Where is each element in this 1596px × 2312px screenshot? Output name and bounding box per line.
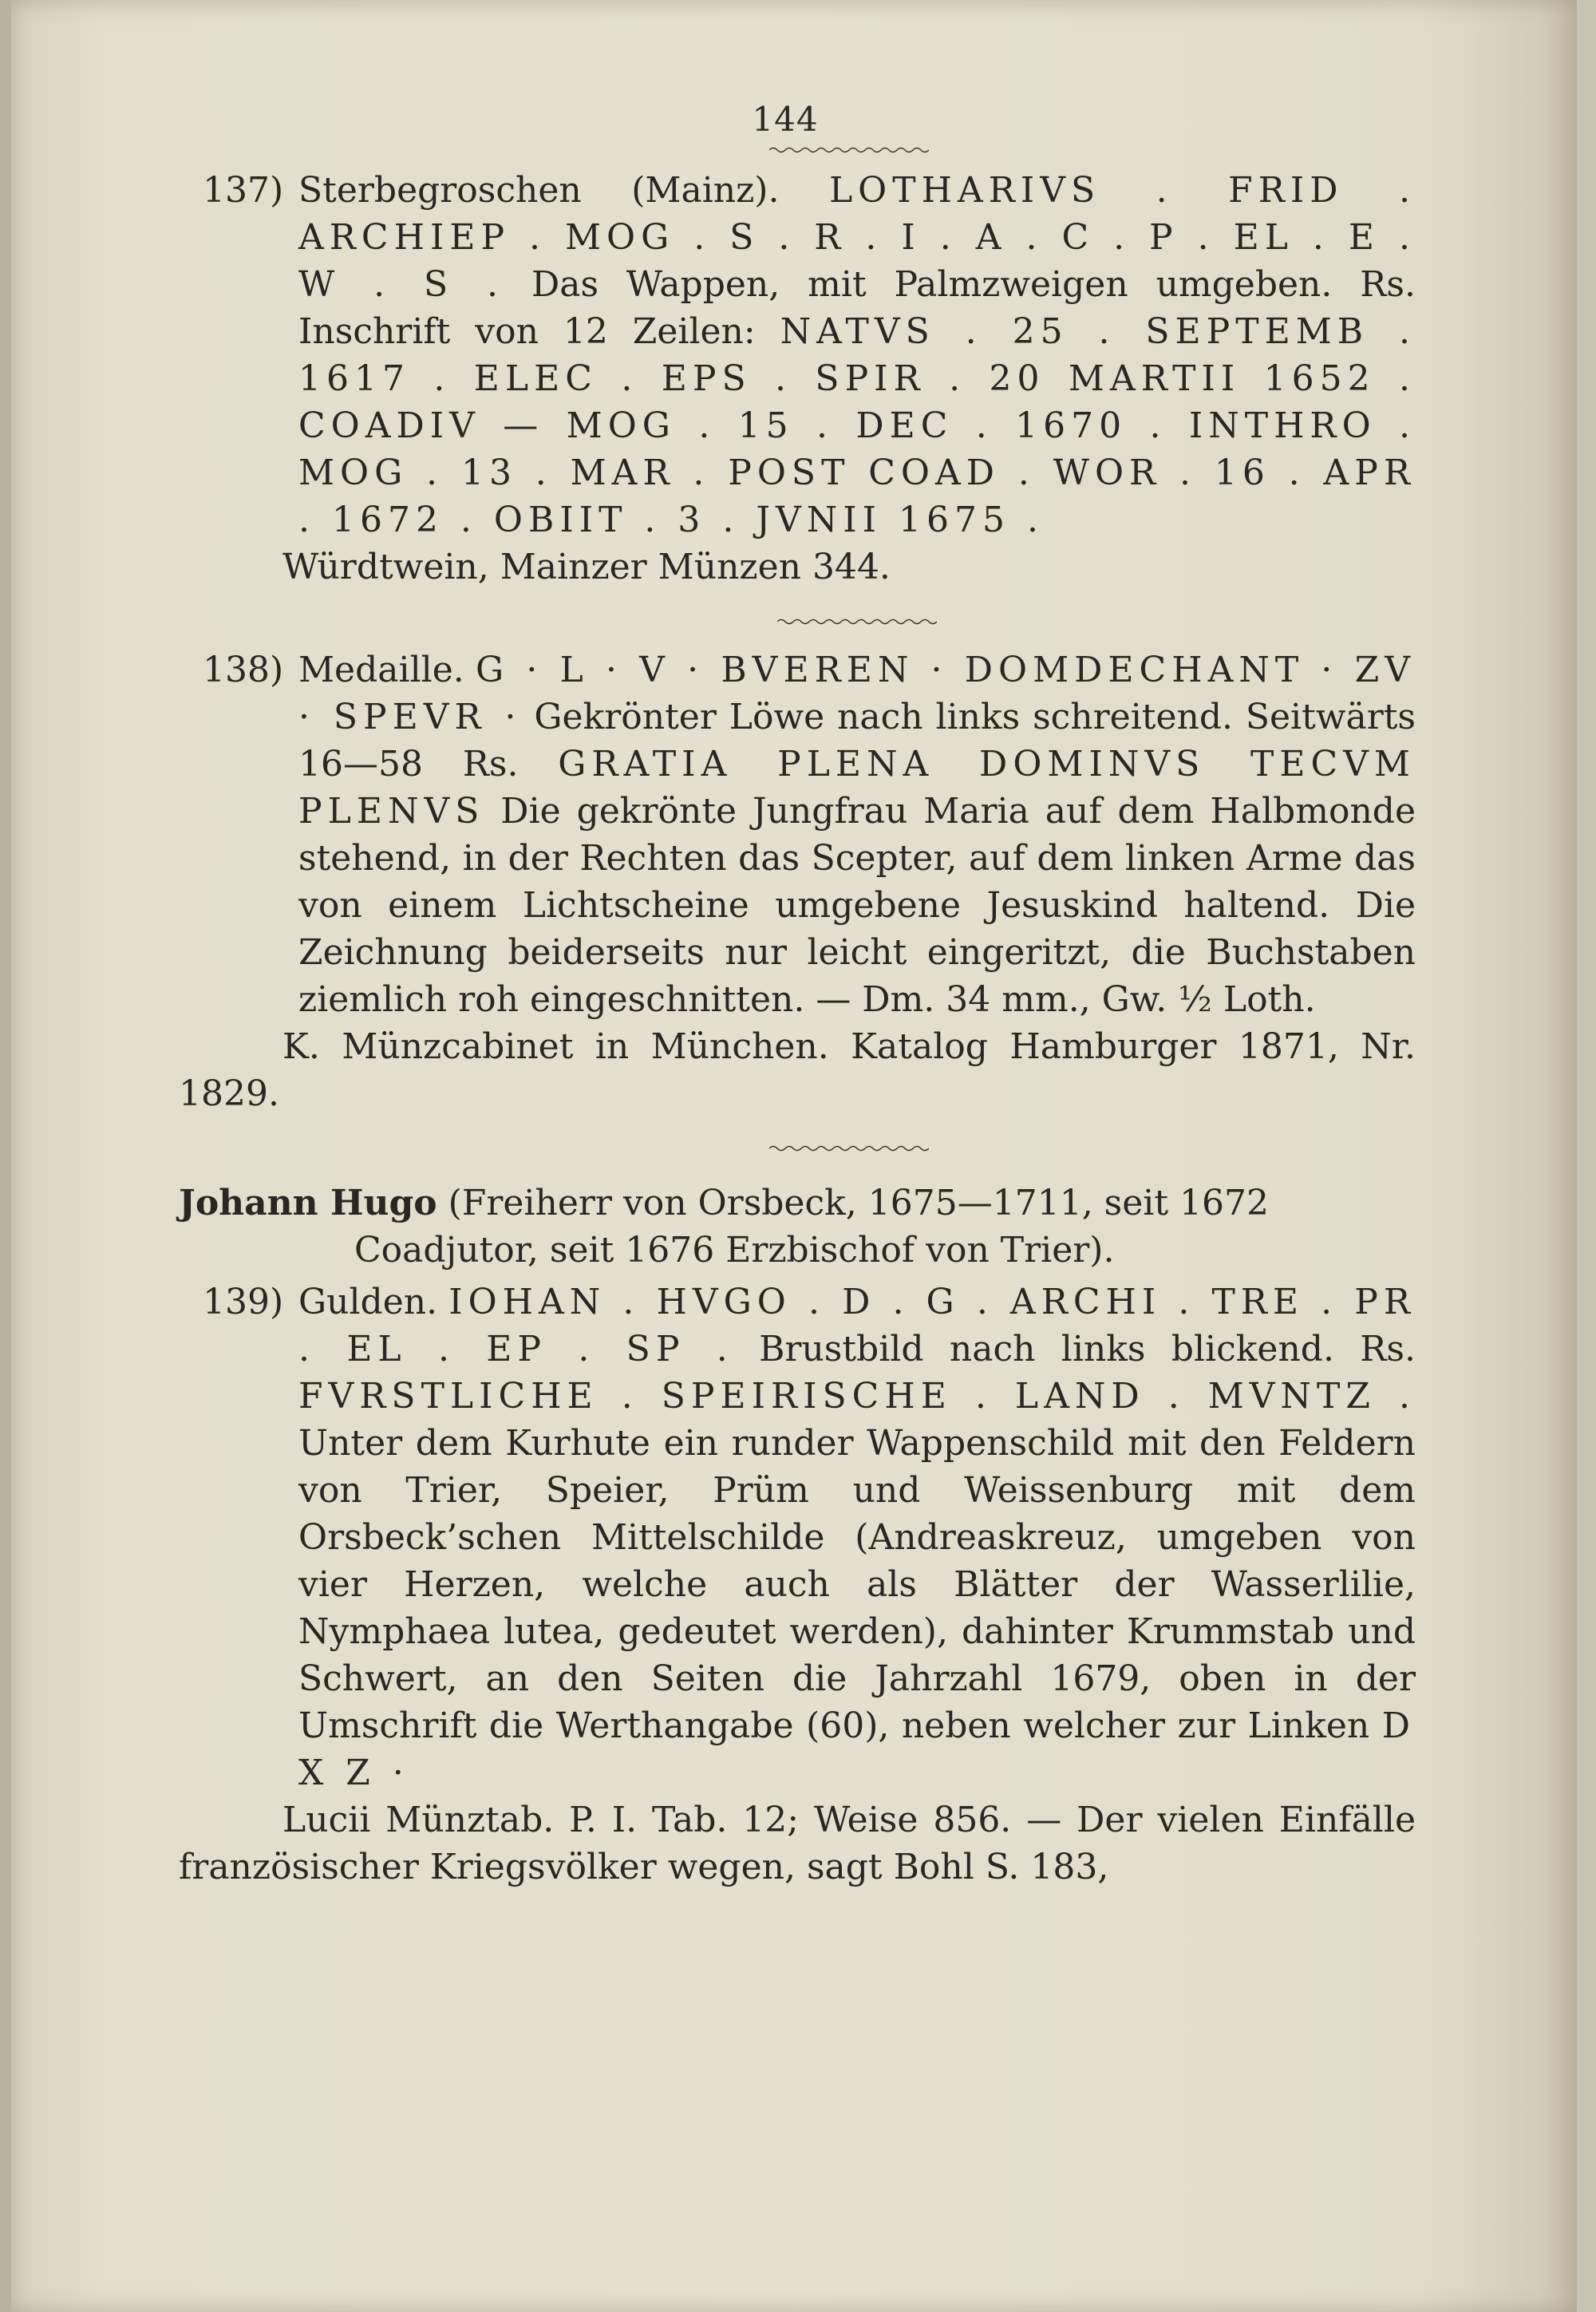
value-legend: D X Z · — [298, 1705, 1416, 1793]
obverse-description: Gekrönter Löwe nach links schreitend. Seitwärts 16—58 — [298, 697, 1416, 784]
entry-number: 138) — [203, 650, 284, 690]
entry-text — [298, 167, 1416, 543]
book-page — [11, 0, 1577, 2312]
entry-source: Würdtwein, Mainzer Münzen 344. — [282, 547, 891, 587]
ruler-details-continued: Coadjutor, seit 1676 Erzbischof von Trier). — [354, 1230, 1115, 1271]
reverse-description: Unter dem Kurhute ein runder Wappenschild mit den Feldern von Trier, Speier, Prüm und Weissenburg mit dem Orsbeck’schen Mittelschilde (Andreaskreuz, umgeben von vier Herzen, welche auch als Blätter der Wasserlilie, Nymphaea lutea, gedeutet werden), dahinter Krummstab und Schwert, an den Seiten die Jahrzahl 1679, oben in der Umschrift die Werthangabe (60), neben welcher zur Linken — [298, 1423, 1416, 1746]
entry-source: Lucii Münztab. P. I. Tab. 12; Weise 856. — Der vielen Einfälle französischer Kriegsvölker wegen, sagt Bohl S. 183, — [179, 1800, 1416, 1887]
entry-source: K. Münzcabinet in München. Katalog Hamburger 1871, Nr. 1829. — [179, 1026, 1416, 1114]
reverse-description: Die gekrönte Jungfrau Maria auf dem Halbmonde stehend, in der Rechten das Scepter, auf dem linken Arme das von einem Lichtscheine umgebene Jesuskind haltend. Die Zeichnung beiderseits nur leicht eingeritzt, die Buchstaben ziemlich roh eingeschnitten. — Dm. 34 mm., Gw. ½ Loth. — [298, 791, 1416, 1020]
entry-number: 137) — [203, 170, 284, 211]
entry-text — [298, 1279, 1416, 1796]
entry-number: 139) — [203, 1282, 284, 1322]
ruler-name: Johann Hugo — [179, 1183, 437, 1223]
reverse-legend: GRATIA PLENA DOMINVS TECVM PLENVS — [298, 744, 1416, 832]
page-number: 144 — [752, 100, 819, 139]
ruler-heading — [179, 1180, 1416, 1274]
catalog-entry-137 — [203, 167, 1416, 591]
ruler-details: (Freiherr von Orsbeck, 1675—1711, seit 1672 — [448, 1183, 1270, 1223]
reverse-label: Rs. Inschrift von 12 Zeilen: — [298, 264, 1416, 352]
separator-ornament — [769, 1144, 929, 1152]
obverse-legend: G · L · V · BVEREN · DOMDECHANT · ZV · SPEVR · — [298, 650, 1416, 737]
obverse-legend: IOHAN . HVGO . D . G . ARCHI . TRE . PR . EL . EP . SP . — [298, 1282, 1416, 1369]
separator-ornament — [777, 618, 937, 626]
catalog-entry-139 — [179, 1279, 1416, 1891]
reverse-label: Rs. — [1360, 1329, 1416, 1369]
obverse-legend: LOTHARIVS . FRID . ARCHIEP . MOG . S . R . I . A . C . P . EL . E . W . S . — [298, 170, 1416, 305]
entry-intro: Gulden. — [298, 1282, 438, 1322]
reverse-legend: FVRSTLICHE . SPEIRISCHE . LAND . MVNTZ . — [298, 1376, 1416, 1417]
reverse-legend: NATVS . 25 . SEPTEMB . 1617 . ELEC . EPS . SPIR . 20 MARTII 1652 . COADIV — MOG . 15 . DEC . 1670 . INTHRO . MOG . 13 . MAR . POST COAD . WOR . 16 . APR . 1672 . OBIIT . 3 . JVNII 1675 . — [298, 311, 1416, 540]
page-number-ornament — [769, 146, 929, 154]
reverse-label: Rs. — [462, 744, 519, 784]
page-content — [179, 96, 1416, 1891]
obverse-description: Brustbild nach links blickend. — [759, 1329, 1334, 1369]
entry-intro: Sterbegroschen (Mainz). — [298, 170, 780, 211]
catalog-entry-138 — [179, 646, 1416, 1117]
entry-text — [298, 646, 1416, 1023]
obverse-description: Das Wappen, mit Palmzweigen umgeben. — [531, 264, 1333, 305]
entry-intro: Medaille. — [298, 650, 464, 690]
